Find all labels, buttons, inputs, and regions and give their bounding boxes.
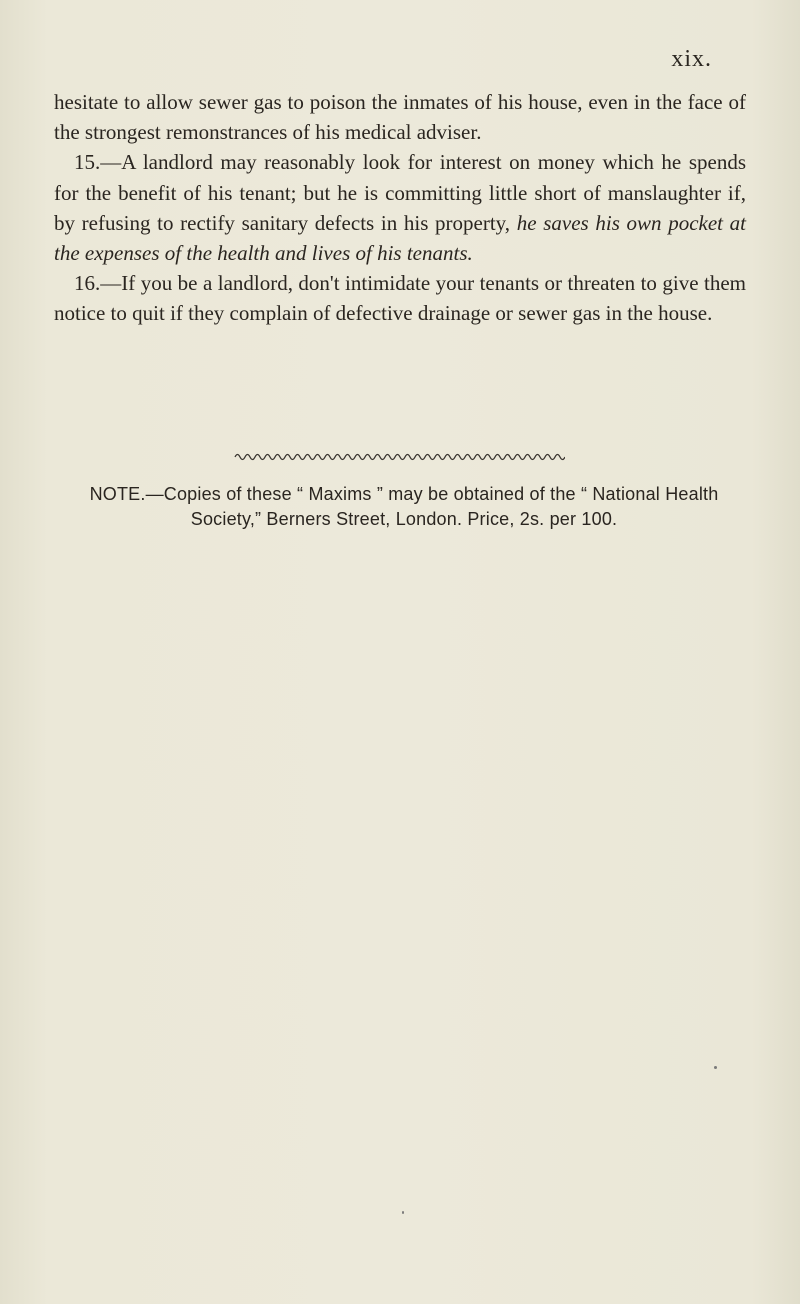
paragraph-continuation: hesitate to allow sewer gas to poison the inmates of his house, even in the face of the strongest remonstrances of his medical adviser. — [54, 90, 746, 145]
paper-speck — [402, 1211, 404, 1214]
maxim-15 — [54, 147, 746, 268]
maxim-16: 16.—If you be a landlord, don't intimidate your tenants or threaten to give them notice to quit if they complain of defective drainage or sewer gas in the house. — [54, 271, 746, 326]
paper-speck — [714, 1066, 717, 1069]
publication-note — [58, 482, 750, 532]
page-body — [54, 87, 746, 329]
maxim-15-text: 15.—A landlord may reasonably look for interest on money which he spends for the benefit of his tenant; but he is committing little short of manslaughter if, by refusing to rectify sanitary defects in his property, — [54, 150, 746, 235]
wavy-rule-ornament — [233, 451, 565, 463]
maxim-15-italic: he saves his own pocket at the expenses of the health and lives of his tenants. — [54, 210, 747, 266]
note-text: NOTE.—Copies of these “ Maxims ” may be obtained of the “ National Health Society,” Berners Street, London. Price, 2s. per 100. — [89, 484, 719, 529]
page-number: xix. — [671, 46, 712, 72]
